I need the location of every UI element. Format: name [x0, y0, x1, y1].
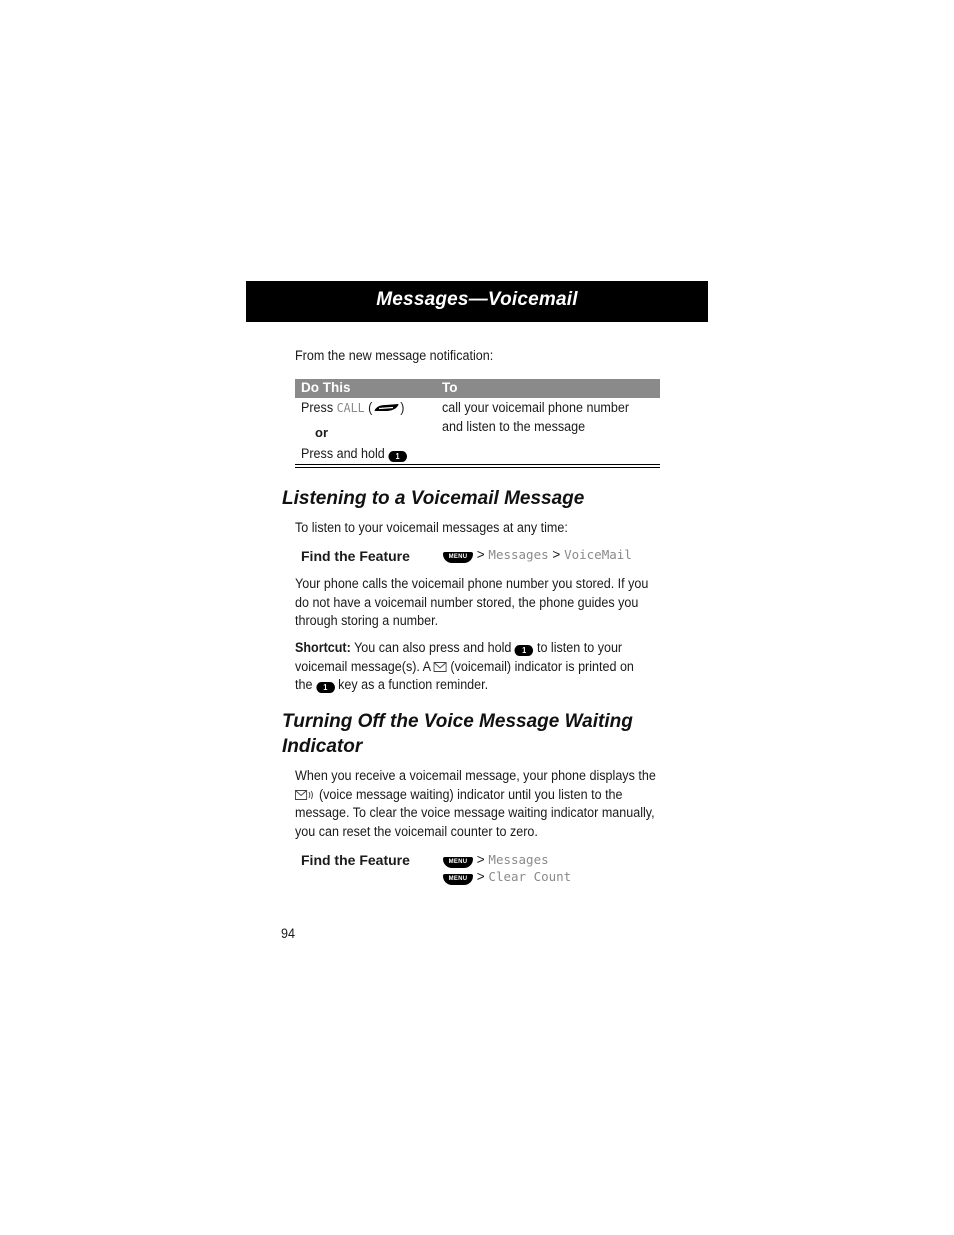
- table-or-text: or: [315, 425, 328, 440]
- press-hold-text: Press and hold: [301, 446, 385, 461]
- voicemail-envelope-icon: [434, 661, 447, 672]
- find-feature-label-2: Find the Feature: [301, 852, 410, 868]
- menu-key-icon: MENU: [443, 552, 473, 563]
- section-header-bar: [246, 281, 708, 322]
- menu-key-icon: MENU: [443, 874, 473, 885]
- table-col-do-this: Do This: [301, 380, 351, 395]
- shortcut-text-c: voicemail message(s). A: [295, 658, 431, 674]
- shortcut-text-d: (voicemail) indicator is printed on: [450, 658, 634, 674]
- shortcut-text-a: You can also press and hold: [354, 640, 512, 655]
- table-header: [295, 379, 660, 398]
- shortcut-text-f: key as a function reminder.: [338, 677, 489, 692]
- intro-text: From the new message notification:: [295, 348, 494, 363]
- section-header-title: Messages—Voicemail: [376, 289, 578, 310]
- to-line-1: call your voicemail phone number: [442, 400, 630, 415]
- key-1-voicemail-icon: 1: [388, 451, 407, 462]
- turning-off-paragraph: [295, 767, 656, 841]
- turn-line-4: you can reset the voicemail counter to zero.: [295, 823, 538, 839]
- turn-line-1: When you receive a voicemail message, your phone displays the: [295, 768, 656, 783]
- path-sep: >: [476, 869, 485, 884]
- listening-section-title: Listening to a Voicemail Message: [282, 488, 585, 509]
- path-sep: >: [552, 547, 561, 562]
- key-1-voicemail-icon: 1: [316, 682, 335, 693]
- turning-off-section-title: [282, 709, 633, 759]
- turn-line-3: message. To clear the voice message waiting indicator manually,: [295, 805, 655, 820]
- press-text: Press: [301, 400, 334, 415]
- menu-path-voicemail: VoiceMail: [564, 547, 632, 562]
- turn-line-2: (voice message waiting) indicator until you listen to the: [318, 786, 623, 802]
- call-softkey-label: CALL: [336, 400, 365, 415]
- find-feature-path-1: [443, 547, 632, 563]
- table-rule-bottom: [295, 467, 660, 468]
- menu-path-messages: Messages: [488, 547, 549, 562]
- shortcut-label: Shortcut:: [295, 640, 351, 655]
- table-to-text: [442, 399, 629, 436]
- menu-key-icon: MENU: [443, 857, 473, 868]
- table-row-press-call: [301, 399, 404, 418]
- menu-path-clear-count: Clear Count: [488, 869, 572, 884]
- paren-close: ): [400, 400, 405, 415]
- voice-message-waiting-icon: [295, 789, 315, 800]
- shortcut-paragraph: [295, 639, 634, 695]
- path-sep: >: [476, 852, 485, 867]
- title-line-2: Indicator: [282, 736, 363, 757]
- title-line-1: Turning Off the Voice Message Waiting: [282, 711, 633, 732]
- menu-path-messages: Messages: [488, 852, 549, 867]
- path-sep: >: [476, 547, 485, 562]
- table-col-to: To: [442, 380, 458, 395]
- find-feature-label-1: Find the Feature: [301, 548, 410, 564]
- paren-open: (: [368, 400, 373, 415]
- call-key-icon: [372, 403, 400, 413]
- table-rule-top: [295, 464, 660, 465]
- find-feature-path-2: [443, 851, 571, 885]
- shortcut-text-b: to listen to your: [536, 640, 623, 655]
- key-1-voicemail-icon: 1: [515, 645, 534, 656]
- listening-intro: To listen to your voicemail messages at any time:: [295, 520, 568, 535]
- shortcut-text-e: the: [295, 677, 313, 692]
- page-number: 94: [281, 926, 295, 941]
- para-line-1: Your phone calls the voicemail phone number you stored. If you: [295, 576, 649, 591]
- listening-paragraph: [295, 575, 648, 631]
- para-line-3: through storing a number.: [295, 613, 439, 628]
- table-row-press-hold: [301, 445, 407, 464]
- para-line-2: do not have a voicemail number stored, the phone guides you: [295, 594, 639, 610]
- to-line-2: and listen to the message: [442, 418, 586, 434]
